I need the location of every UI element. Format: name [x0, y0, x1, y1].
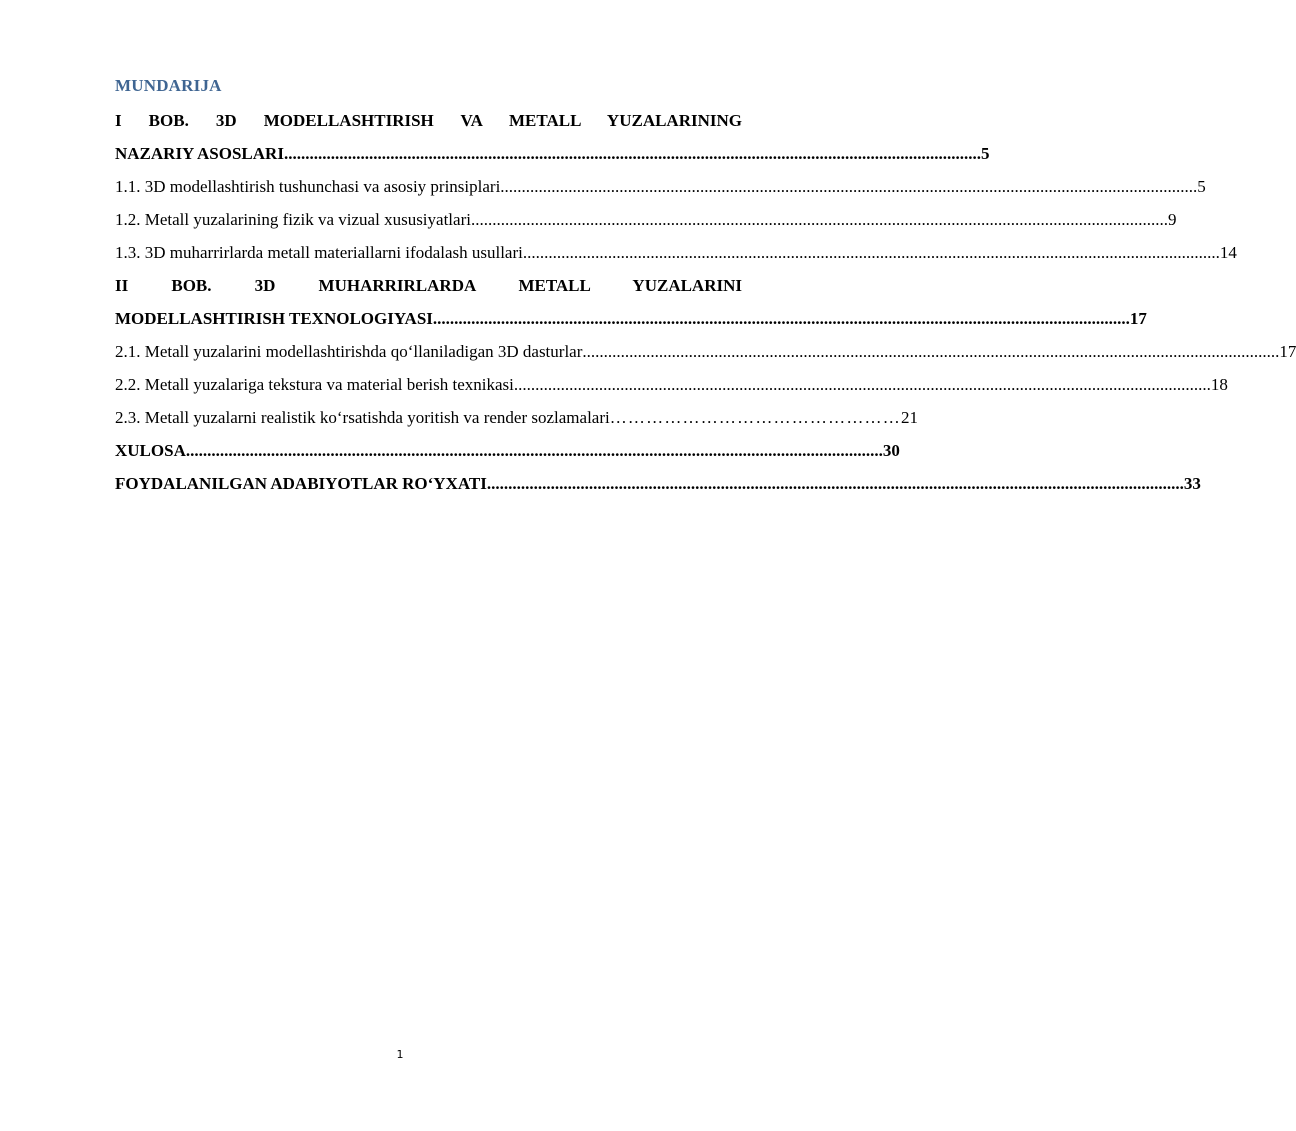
toc-entry-text: 2.2. Metall yuzalariga tekstura va material berish texnikasi: [115, 375, 514, 394]
toc-entry-text: NAZARIY ASOSLARI: [115, 144, 284, 163]
toc-entry-text: 1.3. 3D muharrirlarda metall materiallarni ifodalash usullari: [115, 243, 523, 262]
table-of-contents: [115, 104, 1296, 500]
toc-entry-text: XULOSA: [115, 441, 186, 460]
toc-leader-dots: ....................................................................................................................................................................: [486, 474, 1184, 493]
toc-entry-text: MODELLASHTIRISH TEXNOLOGIYASI: [115, 309, 433, 328]
toc-leader-dots: …………………………………………: [609, 408, 901, 427]
toc-leader-dots: ....................................................................................................................................................................: [185, 441, 883, 460]
toc-page-number: 5: [980, 144, 990, 163]
toc-page-number: 9: [1167, 210, 1177, 229]
toc-page-number: 33: [1183, 474, 1201, 493]
toc-entry-text: FOYDALANILGAN ADABIYOTLAR RO‘YXATI: [115, 474, 487, 493]
toc-section-1-2[interactable]: [115, 203, 1177, 236]
toc-leader-dots: ....................................................................................................................................................................: [470, 210, 1168, 229]
toc-references[interactable]: [115, 467, 1201, 500]
toc-chapter-2-line-1: II BOB. 3D MUHARRIRLARDA METALL YUZALARINI: [115, 276, 742, 295]
toc-page-number: 17: [1129, 309, 1147, 328]
toc-leader-dots: ....................................................................................................................................................................: [582, 342, 1280, 361]
toc-entry-text: 1.2. Metall yuzalarining fizik va vizual xususiyatlari: [115, 210, 471, 229]
toc-section-1-1[interactable]: [115, 170, 1206, 203]
toc-section-1-3[interactable]: [115, 236, 1237, 269]
toc-page-number: 5: [1197, 177, 1206, 196]
page-number: 1: [396, 1048, 404, 1061]
toc-section-2-2[interactable]: [115, 368, 1228, 401]
toc-section-2-1[interactable]: [115, 335, 1296, 368]
toc-entry-text: 2.3. Metall yuzalarni realistik ko‘rsatishda yoritish va render sozlamalari: [115, 408, 610, 427]
toc-leader-dots: ....................................................................................................................................................................: [500, 177, 1198, 196]
toc-conclusion[interactable]: [115, 434, 900, 467]
toc-chapter-1-line-2[interactable]: [115, 137, 990, 170]
toc-page-number: 30: [882, 441, 900, 460]
toc-entry-text: 1.1. 3D modellashtirish tushunchasi va asosiy prinsiplari: [115, 177, 501, 196]
toc-page-number: 18: [1210, 375, 1228, 394]
toc-chapter-1-line-1: I BOB. 3D MODELLASHTIRISH VA METALL YUZALARINING: [115, 111, 742, 130]
toc-entry-text: 2.1. Metall yuzalarini modellashtirishda qo‘llaniladigan 3D dasturlar: [115, 342, 583, 361]
toc-chapter-2-line-2[interactable]: [115, 302, 1147, 335]
toc-page-number: 21: [900, 408, 918, 427]
toc-page-number: 17: [1279, 342, 1296, 361]
toc-section-2-3[interactable]: [115, 401, 918, 434]
toc-leader-dots: ....................................................................................................................................................................: [283, 144, 981, 163]
toc-page-number: 14: [1219, 243, 1237, 262]
toc-heading: MUNDARIJA: [115, 76, 222, 95]
toc-leader-dots: ....................................................................................................................................................................: [513, 375, 1211, 394]
toc-leader-dots: ....................................................................................................................................................................: [522, 243, 1220, 262]
toc-leader-dots: ....................................................................................................................................................................: [432, 309, 1130, 328]
